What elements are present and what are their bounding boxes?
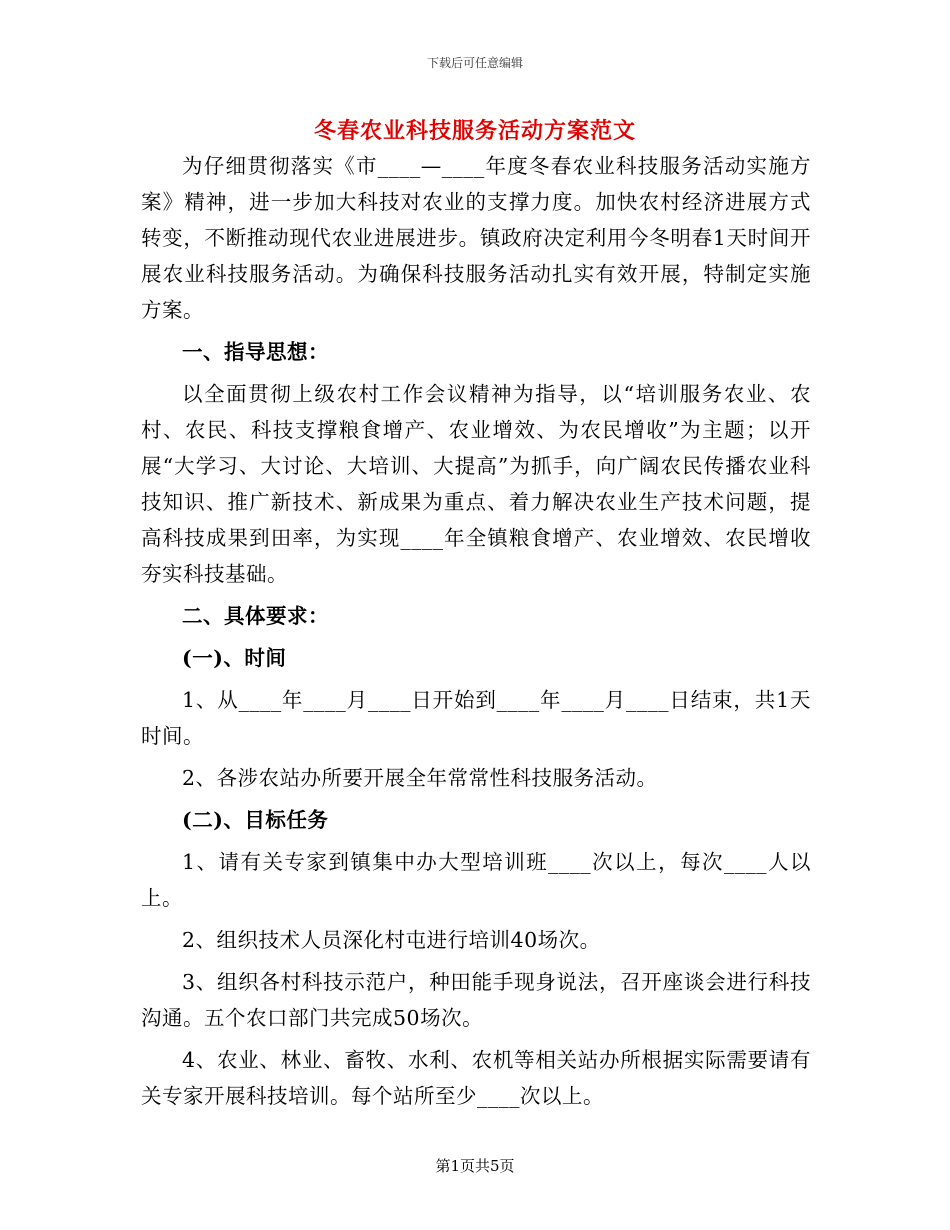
time-item-2: 2、各涉农站办所要开展全年常常性科技服务活动。 (182, 766, 658, 790)
target-item-4: 4、农业、林业、畜牧、水利、农机等相关站办所根据实际需要请有关专家开展科技培训。每个站所至少____次以上。 (141, 1048, 811, 1108)
page-indicator: 第1页共5页 (435, 1157, 515, 1175)
time-item-1: 1、从____年____月____日开始到____年____月____日结束，共1天时间。 (141, 688, 811, 748)
header-note: 下载后可任意编辑 (426, 56, 523, 70)
target-item-2: 2、组织技术人员深化村屯进行培训40场次。 (182, 928, 601, 952)
section-heading-requirements: 二、具体要求： (182, 604, 329, 628)
section-heading-guiding-ideology: 一、指导思想： (182, 340, 329, 364)
target-item-1: 1、请有关专家到镇集中办大型培训班____次以上，每次____人以上。 (141, 850, 811, 910)
document-title: 冬春农业科技服务活动方案范文 (313, 118, 636, 144)
target-item-3: 3、组织各村科技示范户，种田能手现身说法，召开座谈会进行科技沟通。五个农口部门共完成50场次。 (141, 970, 811, 1030)
guiding-ideology-paragraph: 以全面贯彻上级农村工作会议精神为指导，以“培训服务农业、农村、农民、科技支撑粮食增产、农业增效、为农民增收”为主题；以开展“大学习、大讨论、大培训、大提高”为抓手，向广阔农民传播农业科技知识、推广新技术、新成果为重点、着力解决农业生产技术问题，提高科技成果到田率，为实现____年全镇粮食增产、农业增效、农民增收夯实科技基础。 (141, 382, 811, 586)
subsection-heading-targets: (二)、目标任务 (182, 808, 329, 832)
subsection-heading-time: (一)、时间 (182, 646, 287, 670)
document-body (141, 148, 811, 1114)
intro-paragraph: 为仔细贯彻落实《市____—____年度冬春农业科技服务活动实施方案》精神，进一步加大科技对农业的支撑力度。加快农村经济进展方式转变，不断推动现代农业进展进步。镇政府决定利用今冬明春1天时间开展农业科技服务活动。为确保科技服务活动扎实有效开展，特制定实施方案。 (141, 154, 811, 322)
